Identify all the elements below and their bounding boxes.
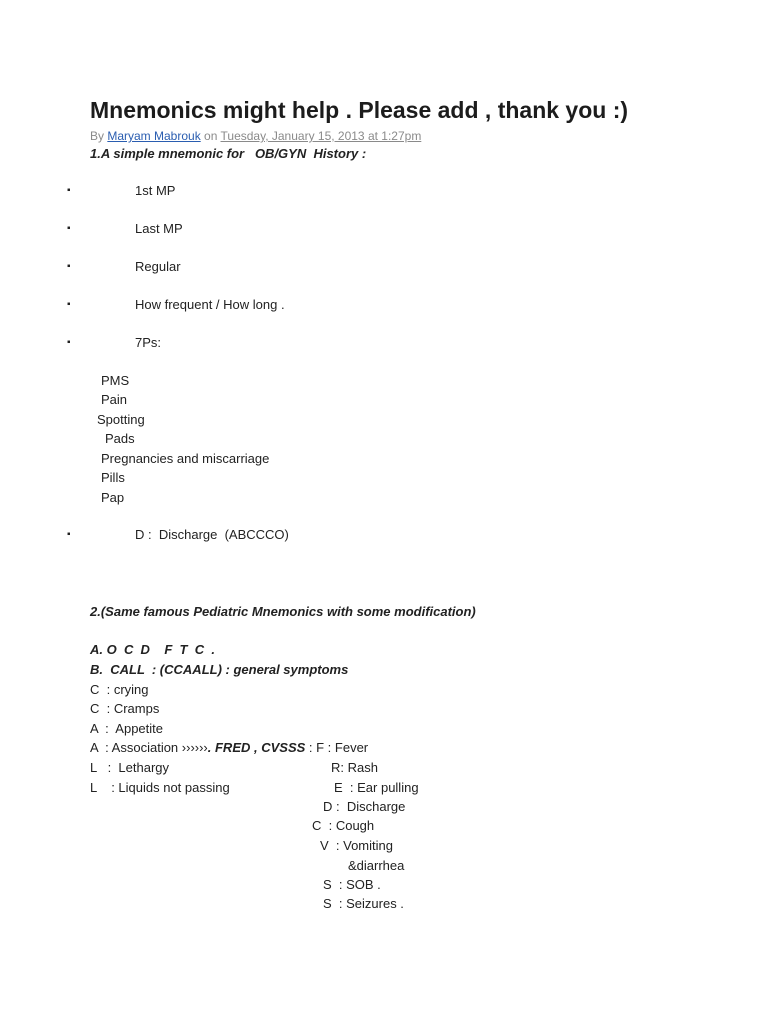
call-line: A : Appetite: [90, 721, 163, 736]
section2-a-line: A. O C D F T C .: [90, 642, 215, 657]
fred-item: S : SOB .: [323, 877, 381, 892]
author-link[interactable]: Maryam Mabrouk: [107, 129, 201, 143]
section2-heading: 2.(Same famous Pediatric Mnemonics with some modification): [90, 604, 476, 619]
on-text: on: [200, 129, 221, 143]
section2-b-line: B. CALL : (CCAALL) : general symptoms: [90, 662, 349, 677]
call-line: C : crying: [90, 682, 149, 697]
list-item: Last MP: [135, 221, 183, 236]
call-line: L : Liquids not passing: [90, 780, 230, 795]
call-line: L : Lethargy: [90, 760, 170, 775]
bullet-icon: ▪: [67, 261, 71, 272]
sevenps-item: Pap: [101, 490, 125, 505]
bullet-icon: ▪: [67, 223, 71, 234]
list-item: 7Ps:: [135, 335, 162, 350]
sevenps-item: Pills: [101, 470, 125, 485]
by-prefix: By: [90, 129, 108, 143]
bullet-icon: ▪: [67, 337, 71, 348]
association-bold: . FRED , CVSSS: [207, 740, 306, 755]
list-item: How frequent / How long .: [135, 297, 285, 312]
fred-item: V : Vomiting: [320, 838, 393, 853]
association-prefix: A : Association: [90, 740, 182, 755]
bullet-icon: ▪: [67, 529, 71, 540]
association-arrows: ››››››: [181, 740, 208, 755]
list-item: Regular: [135, 259, 181, 274]
sevenps-item: Pregnancies and miscarriage: [101, 451, 270, 466]
list-item: 1st MP: [135, 183, 176, 198]
sevenps-item: Pads: [105, 431, 135, 446]
association-line: [90, 740, 368, 756]
sevenps-item: Pain: [101, 392, 128, 407]
sevenps-item: Spotting: [97, 412, 145, 427]
sevenps-item: PMS: [101, 373, 130, 388]
section1-heading: 1.A simple mnemonic for OB/GYN History :: [90, 146, 367, 161]
fred-item: C : Cough: [312, 818, 375, 833]
list-item: D : Discharge (ABCCCO): [135, 527, 289, 542]
fred-item: R: Rash: [331, 760, 378, 775]
fred-item: E : Ear pulling: [334, 780, 419, 795]
fred-item: &diarrhea: [348, 858, 405, 873]
post-title: Mnemonics might help . Please add , thank you :): [90, 97, 629, 123]
fred-item: D : Discharge: [323, 799, 406, 814]
bullet-icon: ▪: [67, 299, 71, 310]
bullet-icon: ▪: [67, 185, 71, 196]
call-line: C : Cramps: [90, 701, 160, 716]
association-suffix: : F : Fever: [305, 740, 369, 755]
fred-item: S : Seizures .: [323, 896, 404, 911]
date-link[interactable]: Tuesday, January 15, 2013 at 1:27pm: [220, 129, 422, 143]
byline: [90, 128, 421, 144]
